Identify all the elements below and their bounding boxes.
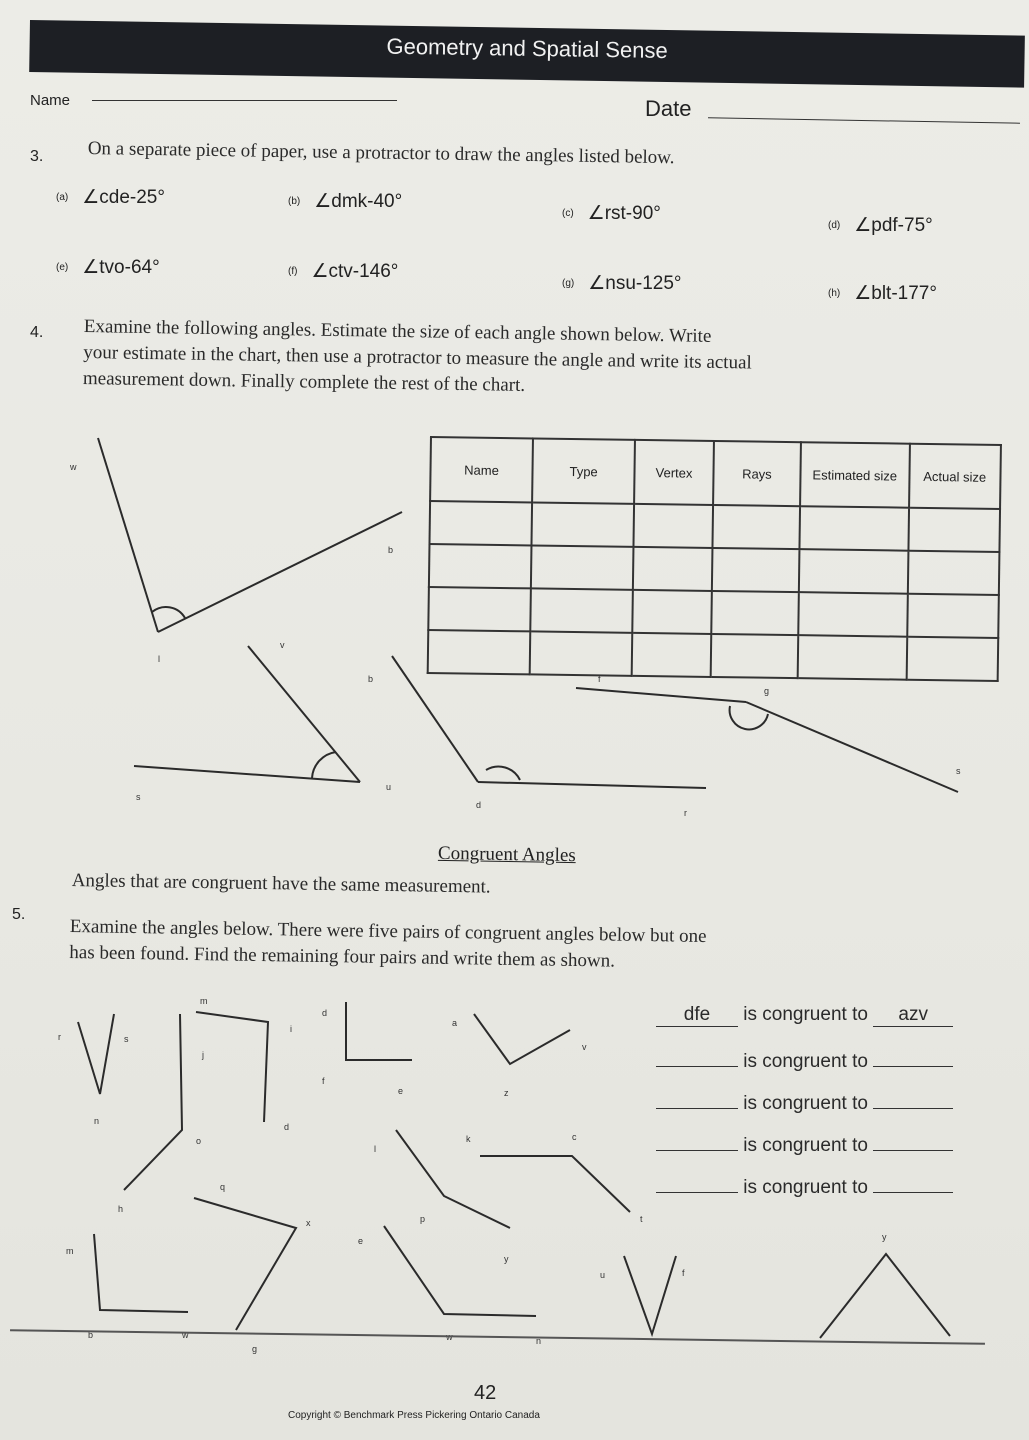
q3-item-letter: (h) <box>828 288 841 300</box>
angle-shape <box>94 1234 188 1312</box>
angle-arc <box>152 607 185 618</box>
pair-right-answer[interactable] <box>873 1172 953 1193</box>
point-label: m <box>66 1246 74 1256</box>
pair-connector: is congruent to <box>743 1093 868 1114</box>
q3-item-letter: (d) <box>828 220 841 232</box>
page-title: Geometry and Spatial Sense <box>386 33 668 64</box>
pair-left-answer[interactable]: dfe <box>656 1004 738 1027</box>
point-label: y <box>504 1254 509 1264</box>
angle-arc <box>312 752 336 778</box>
q3-item-letter: (e) <box>56 262 69 274</box>
point-label: g <box>764 686 770 696</box>
pair-left-answer[interactable] <box>656 1172 738 1193</box>
point-label: q <box>220 1182 226 1192</box>
congruent-definition: Angles that are congruent have the same measurement. <box>71 869 491 898</box>
angle-shape <box>194 1198 296 1330</box>
q4-text-line: Examine the following angles. Estimate the size of each angle shown below. Write <box>83 315 712 347</box>
point-label: l <box>374 1144 376 1154</box>
q4-text-line: your estimate in the chart, then use a protractor to measure the angle and write its actual <box>83 341 752 374</box>
angle-shape <box>124 1014 182 1190</box>
congruent-pair-row <box>656 1172 953 1199</box>
ray <box>134 766 360 782</box>
q4-angle-2 <box>134 640 391 802</box>
q3-item-angle: ∠ctv-146° <box>311 261 399 282</box>
congruent-pair-row <box>656 1004 953 1027</box>
angle-shape <box>78 1014 114 1094</box>
angle-shape <box>196 1012 268 1122</box>
pair-left-answer[interactable] <box>656 1088 738 1109</box>
chart-header-name: Name <box>430 437 533 502</box>
q3-item-angle: ∠pdf-75° <box>854 215 933 236</box>
q4-text-line: measurement down. Finally complete the rest of the chart. <box>82 367 526 396</box>
point-label: t <box>640 1214 643 1224</box>
angle-arc <box>486 767 520 780</box>
point-label: i <box>290 1024 292 1034</box>
point-label: f <box>322 1076 325 1086</box>
q3-item-angle: ∠cde-25° <box>82 187 165 208</box>
pair-connector: is congruent to <box>743 1135 868 1156</box>
q4-angle-3 <box>368 656 706 818</box>
angle-shape <box>346 1002 412 1060</box>
q4-angle-4 <box>576 674 961 792</box>
q4-angle-1 <box>69 438 402 664</box>
point-label: r <box>684 808 687 818</box>
name-label: Name <box>30 92 71 109</box>
point-label: l <box>158 654 160 664</box>
point-label: v <box>280 640 285 650</box>
pair-left-answer[interactable] <box>656 1046 738 1067</box>
point-label: w <box>446 1332 453 1342</box>
angle-shape <box>474 1014 570 1064</box>
q4-number: 4. <box>30 324 44 341</box>
ray <box>746 702 958 792</box>
q5-text-line: Examine the angles below. There were five pairs of congruent angles below but one <box>69 915 707 947</box>
q3-text: On a separate piece of paper, use a protractor to draw the angles listed below. <box>87 137 675 169</box>
pair-connector: is congruent to <box>743 1004 868 1025</box>
point-label: a <box>452 1018 458 1028</box>
congruent-title: Congruent Angles <box>437 842 576 867</box>
point-label: g <box>252 1344 258 1354</box>
point-label: e <box>398 1086 404 1096</box>
point-label: d <box>284 1122 290 1132</box>
point-label: d <box>476 800 482 810</box>
q3-item-letter: (b) <box>288 196 301 208</box>
q3-item-letter: (a) <box>56 192 69 204</box>
angle-shape <box>396 1130 510 1228</box>
pair-right-answer[interactable]: azv <box>873 1004 953 1027</box>
q3-item-angle: ∠rst-90° <box>587 203 661 224</box>
point-label: c <box>572 1132 577 1142</box>
chart-header-rays: Rays <box>713 441 801 506</box>
point-label: o <box>196 1136 202 1146</box>
point-label: w <box>182 1330 189 1340</box>
ray <box>478 782 706 788</box>
ray <box>576 688 746 702</box>
point-label: s <box>124 1034 129 1044</box>
point-label: b <box>368 674 374 684</box>
q5-text-line: has been found. Find the remaining four pairs and write them as shown. <box>69 941 616 972</box>
point-label: w <box>70 462 77 472</box>
pair-connector: is congruent to <box>743 1051 868 1072</box>
q3-item-angle: ∠blt-177° <box>854 283 937 304</box>
q3-item-letter: (f) <box>288 266 298 278</box>
pair-right-answer[interactable] <box>873 1046 953 1067</box>
point-label: s <box>956 766 961 776</box>
q5-number: 5. <box>12 906 26 923</box>
q5-text <box>69 914 707 976</box>
ray <box>392 656 478 782</box>
point-label: r <box>58 1032 61 1042</box>
congruent-pair-row <box>656 1130 953 1157</box>
point-label: f <box>682 1268 685 1278</box>
chart-header-type: Type <box>532 438 635 503</box>
point-label: p <box>420 1214 426 1224</box>
q3-item-letter: (c) <box>562 208 574 220</box>
point-label: m <box>200 996 208 1006</box>
angle-shape <box>624 1256 676 1334</box>
point-label: j <box>202 1050 204 1060</box>
q3-item-angle: ∠tvo-64° <box>82 257 160 278</box>
point-label: z <box>504 1088 509 1098</box>
congruent-pair-row <box>656 1088 953 1115</box>
angle-shape <box>384 1226 536 1316</box>
point-label: n <box>94 1116 100 1126</box>
ray <box>158 512 402 632</box>
q3-item-angle: ∠nsu-125° <box>588 273 682 294</box>
congruent-pair-row <box>656 1046 953 1073</box>
point-label: k <box>466 1134 471 1144</box>
point-label: b <box>88 1330 94 1340</box>
q3-item-letter: (g) <box>562 278 575 290</box>
point-label: e <box>358 1236 364 1246</box>
q3-item-angle: ∠dmk-40° <box>314 191 403 212</box>
copyright-text: Copyright © Benchmark Press Pickering Ontario Canada <box>288 1410 540 1421</box>
point-label: h <box>118 1204 124 1214</box>
q3-number: 3. <box>30 148 44 165</box>
pair-right-answer[interactable] <box>873 1130 953 1151</box>
date-label: Date <box>645 96 692 121</box>
page-number: 42 <box>474 1382 497 1404</box>
pair-connector: is congruent to <box>743 1177 868 1198</box>
chart-header-vertex: Vertex <box>634 440 714 505</box>
chart-header-actual: Actual size <box>909 444 1001 509</box>
point-label: y <box>882 1232 887 1242</box>
pair-right-answer[interactable] <box>873 1088 953 1109</box>
ray <box>248 646 360 782</box>
angle-shape <box>480 1156 630 1212</box>
point-label: n <box>536 1336 542 1346</box>
pair-left-answer[interactable] <box>656 1130 738 1151</box>
point-label: s <box>136 792 141 802</box>
point-label: u <box>600 1270 606 1280</box>
chart-header-estimated: Estimated size <box>800 442 909 508</box>
angle-shape <box>820 1254 950 1338</box>
point-label: d <box>322 1008 328 1018</box>
point-label: f <box>598 674 601 684</box>
point-label: b <box>388 545 394 555</box>
point-label: x <box>306 1218 311 1228</box>
point-label: u <box>386 782 392 792</box>
ray <box>98 438 158 632</box>
point-label: v <box>582 1042 587 1052</box>
